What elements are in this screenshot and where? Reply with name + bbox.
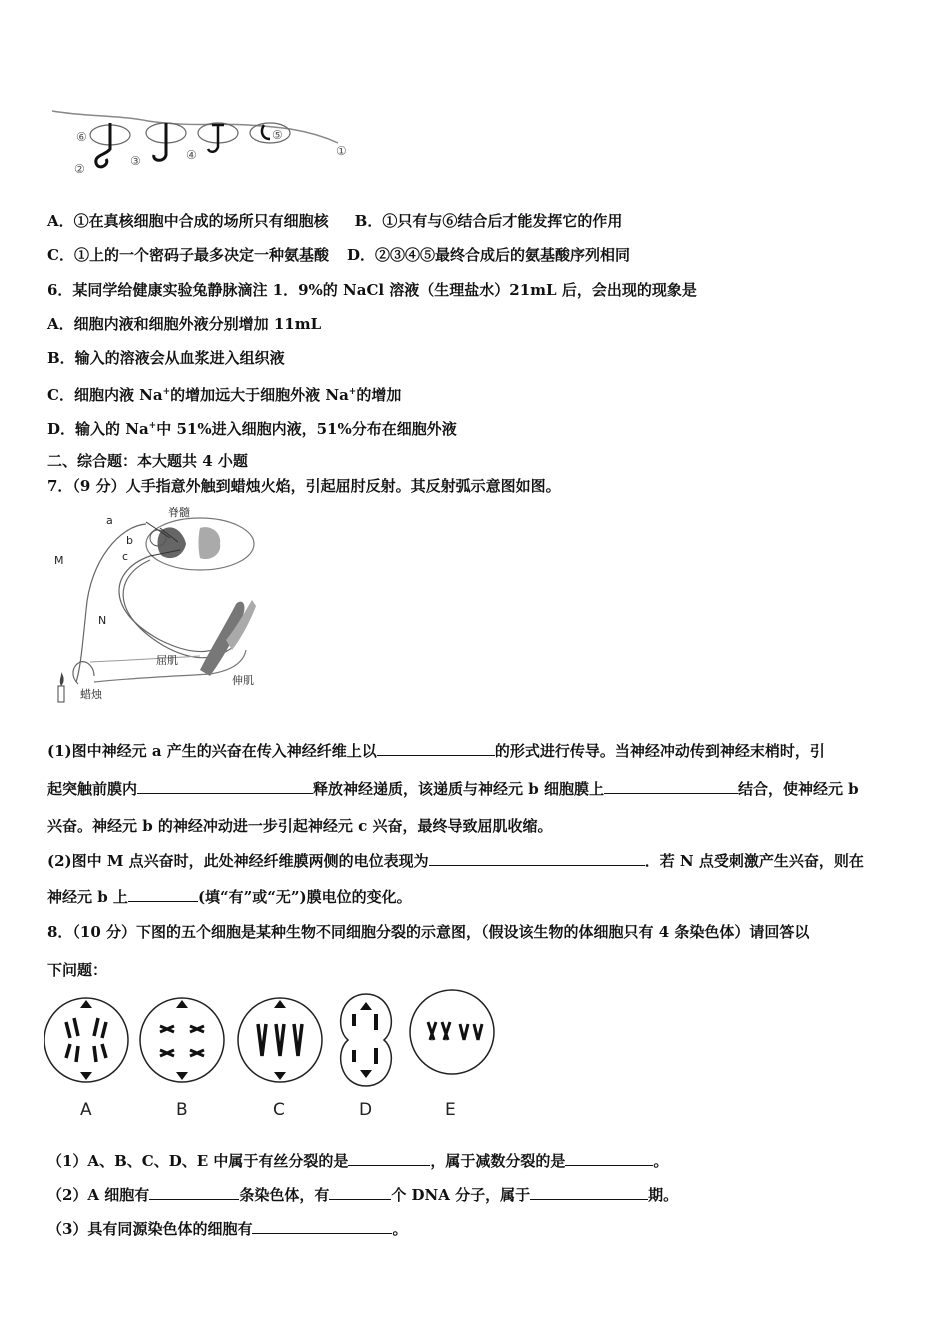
answer-blank[interactable] xyxy=(252,1219,392,1234)
answer-blank[interactable] xyxy=(128,887,198,902)
q8-stem-line1: 8．（10 分）下图的五个细胞是某种生物不同细胞分裂的示意图，（假设该生物的体细胞只有 4 条染色体）请回答以 xyxy=(47,923,810,941)
label-spinal-cord: 脊髓 xyxy=(168,506,190,519)
label-6: ⑥ xyxy=(76,130,87,144)
answer-blank[interactable] xyxy=(429,851,645,866)
q6-option-d: D．输入的 Na+中 51%进入细胞内液，51%分布在细胞外液 xyxy=(47,420,457,438)
q8-sub2: （2）A 细胞有 条染色体，有 个 DNA 分子，属于 期。 xyxy=(47,1186,679,1204)
q5-option-c: C．①上的一个密码子最多决定一种氨基酸 xyxy=(47,246,329,264)
q7-stem: 7．（9 分）人手指意外触到蜡烛火焰，引起屈肘反射。其反射弧示意图如图。 xyxy=(47,477,561,495)
q5-option-d: D．②③④⑤最终合成后的氨基酸序列相同 xyxy=(346,246,630,264)
q7-part1-line1: (1)图中神经元 a 产生的兴奋在传入神经纤维上以 的形式进行传导。当神经冲动传到神经末梢时，引 xyxy=(47,742,825,760)
q8-stem-line2: 下问题： xyxy=(47,961,108,979)
label-b: b xyxy=(126,534,133,547)
label-flexor: 屈肌 xyxy=(156,654,178,667)
q5-option-b: B．①只有与⑥结合后才能发挥它的作用 xyxy=(354,212,623,230)
label-N: N xyxy=(98,614,107,627)
label-5: ⑤ xyxy=(272,128,283,142)
section-heading: 二、综合题：本大题共 4 小题 xyxy=(47,452,248,470)
label-candle: 蜡烛 xyxy=(80,688,102,701)
reflex-arc-figure xyxy=(50,500,275,705)
q6-option-c: C．细胞内液 Na+的增加远大于细胞外液 Na+的增加 xyxy=(47,386,402,404)
q5-option-a: A．①在真核细胞中合成的场所只有细胞核 xyxy=(47,212,329,230)
q7-part1-line3: 兴奋。神经元 b 的神经冲动进一步引起神经元 c 兴奋，最终导致屈肌收缩。 xyxy=(47,817,553,835)
q6-option-b: B．输入的溶液会从血浆进入组织液 xyxy=(47,349,285,367)
label-4: ④ xyxy=(186,148,197,162)
answer-blank[interactable] xyxy=(565,1151,653,1166)
q7-part1-line2: 起突触前膜内 释放神经递质，该递质与神经元 b 细胞膜上 结合，使神经元 b xyxy=(47,780,859,798)
q6-option-a: A．细胞内液和细胞外液分别增加 11mL xyxy=(47,315,322,333)
q7-part2-line2: 神经元 b 上 (填“有”或“无”)膜电位的变化。 xyxy=(47,888,412,906)
label-M: M xyxy=(54,554,64,567)
answer-blank[interactable] xyxy=(329,1185,391,1200)
cell-label-c: C xyxy=(273,1100,285,1120)
answer-blank[interactable] xyxy=(377,741,495,756)
label-a: a xyxy=(106,514,113,527)
q5-options-row2 xyxy=(47,245,630,265)
q6-stem: 6．某同学给健康实验兔静脉滴注 1．9%的 NaCl 溶液（生理盐水）21mL 后，会出现的现象是 xyxy=(47,281,697,299)
cell-label-a: A xyxy=(80,1100,92,1120)
q7-part2-line1: (2)图中 M 点兴奋时，此处神经纤维膜两侧的电位表现为 ．若 N 点受刺激产生兴奋，则在 xyxy=(47,852,864,870)
cell-label-d: D xyxy=(359,1100,373,1120)
label-extensor: 伸肌 xyxy=(232,674,254,687)
q8-sub1: （1）A、B、C、D、E 中属于有丝分裂的是 ，属于减数分裂的是 。 xyxy=(47,1152,669,1170)
answer-blank[interactable] xyxy=(149,1185,239,1200)
answer-blank[interactable] xyxy=(137,779,313,794)
q8-sub3: （3）具有同源染色体的细胞有 。 xyxy=(47,1220,408,1238)
q5-options-row1 xyxy=(47,211,622,231)
label-c: c xyxy=(122,550,129,563)
cell-label-b: B xyxy=(176,1100,188,1120)
ribosome-mrna-figure xyxy=(48,103,358,188)
answer-blank[interactable] xyxy=(530,1185,648,1200)
label-1: ① xyxy=(336,144,347,158)
label-3: ③ xyxy=(130,154,141,168)
label-2: ② xyxy=(74,162,85,176)
cell-label-e: E xyxy=(445,1100,456,1120)
answer-blank[interactable] xyxy=(348,1151,430,1166)
cell-division-figure xyxy=(44,988,500,1123)
answer-blank[interactable] xyxy=(604,779,738,794)
